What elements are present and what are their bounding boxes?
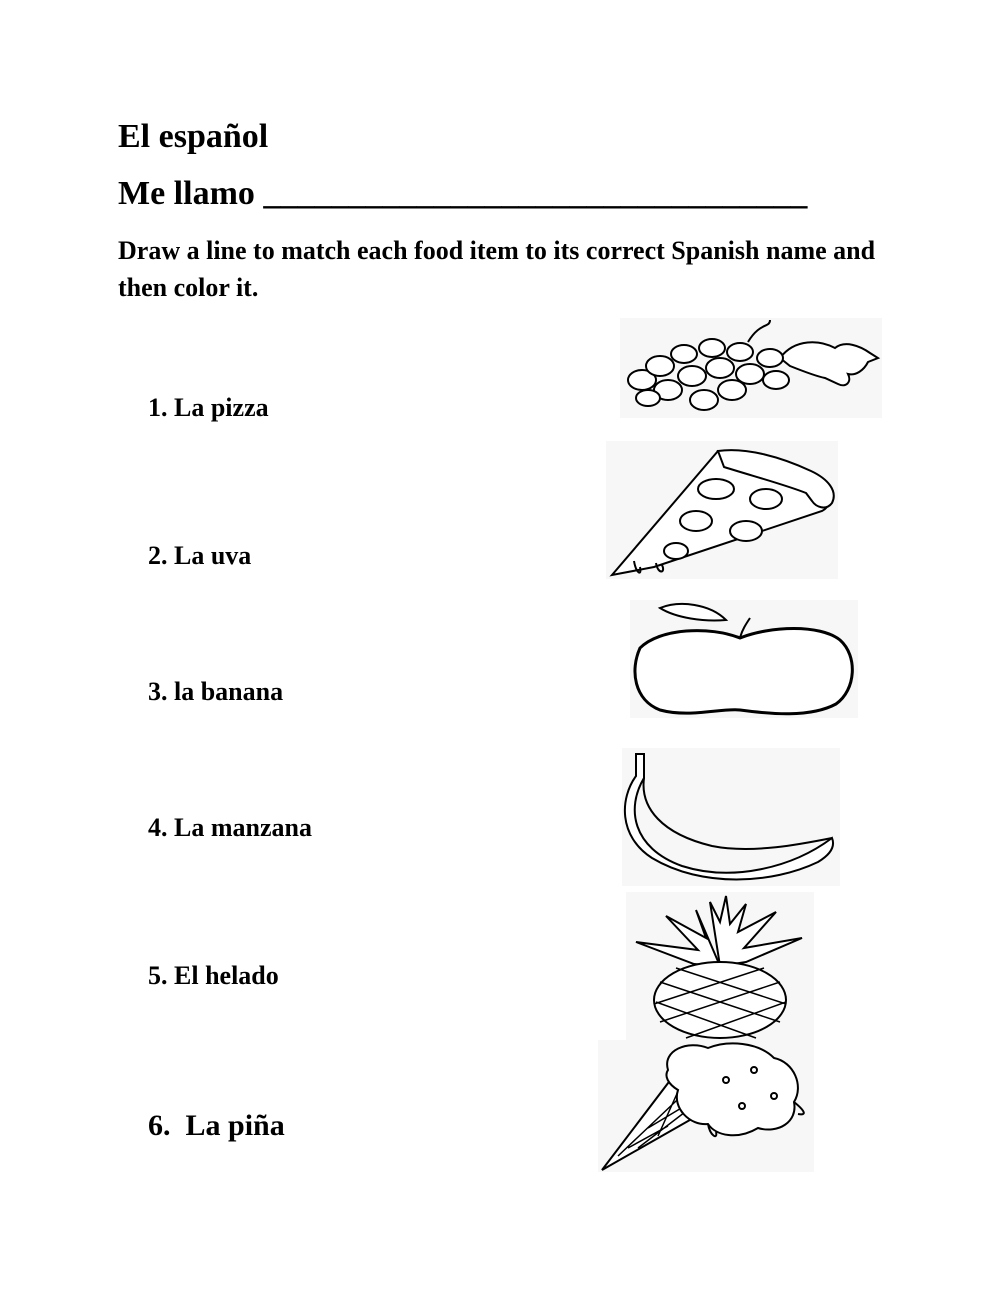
food-item-4[interactable] <box>148 813 312 843</box>
name-line <box>118 175 807 213</box>
food-item-6[interactable] <box>148 1109 285 1143</box>
pineapple-icon <box>626 892 814 1040</box>
apple-icon <box>630 600 858 718</box>
item-number: 1. <box>148 393 168 422</box>
item-label: La uva <box>174 541 252 570</box>
item-label: la banana <box>174 677 284 706</box>
item-number: 3. <box>148 677 168 706</box>
banana-picture[interactable] <box>622 748 840 886</box>
food-item-5[interactable] <box>148 961 279 991</box>
item-label: La pizza <box>174 393 269 422</box>
grapes-icon <box>620 318 882 418</box>
grapes-picture[interactable] <box>620 318 882 418</box>
item-label: La piña <box>185 1109 285 1142</box>
food-item-1[interactable] <box>148 393 269 423</box>
item-label: La manzana <box>174 813 312 842</box>
item-number: 6. <box>148 1109 171 1142</box>
item-number: 4. <box>148 813 168 842</box>
pizza-picture[interactable] <box>606 441 838 579</box>
ice-cream-cone-icon <box>598 1040 814 1172</box>
instructions: Draw a line to match each food item to its correct Spanish name and then color it. <box>118 236 876 302</box>
worksheet-title: El español <box>118 118 269 155</box>
name-blank[interactable]: ________________________________ <box>263 175 808 212</box>
apple-picture[interactable] <box>630 600 858 718</box>
banana-icon <box>622 748 840 886</box>
item-number: 5. <box>148 961 168 990</box>
pineapple-picture[interactable] <box>626 892 814 1040</box>
food-item-3[interactable] <box>148 677 283 707</box>
item-number: 2. <box>148 541 168 570</box>
name-prompt: Me llamo <box>118 175 255 212</box>
pizza-slice-icon <box>606 441 838 579</box>
item-label: El helado <box>174 961 279 990</box>
ice-cream-picture[interactable] <box>598 1040 814 1172</box>
food-item-2[interactable] <box>148 541 251 571</box>
